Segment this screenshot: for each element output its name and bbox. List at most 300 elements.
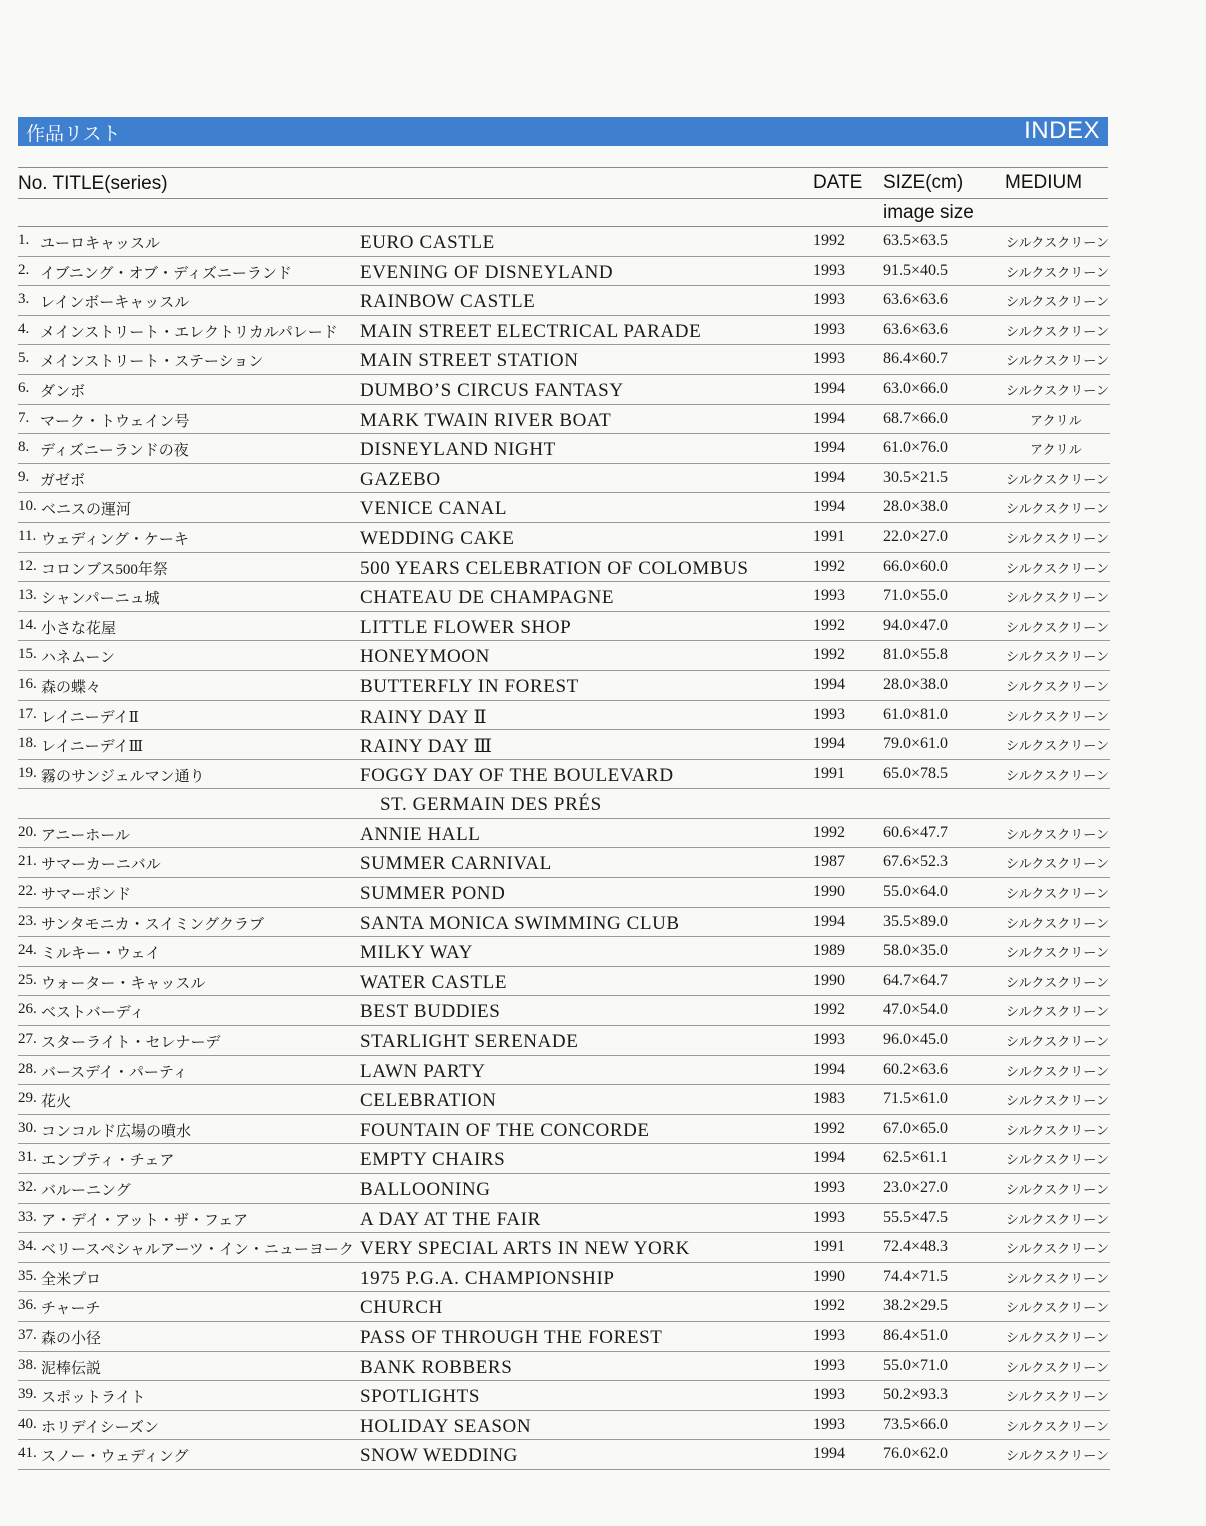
date: 1993 [813, 1031, 845, 1049]
title-en: A DAY AT THE FAIR [360, 1208, 541, 1230]
image-size: 63.0×66.0 [883, 379, 949, 397]
date: 1993 [813, 320, 845, 338]
title-en: RAINY DAY Ⅱ [360, 706, 488, 728]
table-row [18, 848, 1110, 878]
title-jp: 小さな花屋 [41, 620, 117, 637]
image-size: 66.0×60.0 [883, 557, 949, 575]
title-jp: コロンブス500年祭 [41, 561, 168, 578]
title-jp: レイニーデイⅡ [41, 709, 139, 726]
row-number: 27. [18, 1031, 37, 1048]
row-number: 4. [18, 320, 30, 337]
title-jp: ベストバーディ [41, 1005, 145, 1022]
row-number: 15. [18, 646, 37, 663]
date: 1990 [813, 971, 845, 989]
image-size: 35.5×89.0 [883, 912, 949, 930]
medium: シルクスクリーン [1006, 1241, 1110, 1257]
image-size: 67.6×52.3 [883, 853, 949, 871]
table-row [18, 671, 1110, 701]
row-number: 21. [18, 853, 37, 870]
title-jp: バースデイ・パーティ [41, 1064, 188, 1081]
image-size: 71.5×61.0 [883, 1090, 949, 1108]
title-en: CHATEAU DE CHAMPAGNE [360, 587, 615, 609]
medium: シルクスクリーン [1006, 1122, 1110, 1138]
medium: シルクスクリーン [1006, 353, 1110, 369]
table-row [18, 464, 1110, 494]
table-row [18, 345, 1110, 375]
header-mid-rule [18, 198, 1108, 199]
table-row [18, 1322, 1110, 1352]
date: 1994 [813, 912, 845, 930]
date: 1991 [813, 764, 845, 782]
title-en: SNOW WEDDING [360, 1445, 518, 1467]
title-en: PASS OF THROUGH THE FOREST [360, 1326, 663, 1348]
image-size: 55.0×64.0 [883, 883, 949, 901]
image-size: 94.0×47.0 [883, 616, 949, 634]
title-jp: ガゼボ [40, 472, 86, 489]
medium: シルクスクリーン [1006, 590, 1110, 606]
row-number: 13. [18, 587, 37, 604]
image-size: 23.0×27.0 [883, 1179, 949, 1196]
image-size: 63.6×63.6 [883, 320, 949, 338]
medium: シルクスクリーン [1006, 1448, 1110, 1464]
table-row [18, 553, 1110, 583]
table-row [18, 1411, 1110, 1441]
title-jp: サマーカーニバル [41, 857, 161, 874]
image-size: 72.4×48.3 [883, 1238, 949, 1256]
row-number: 18. [18, 735, 37, 752]
title-en: DUMBO’S CIRCUS FANTASY [360, 379, 624, 401]
image-size: 47.0×54.0 [883, 1001, 949, 1019]
title-en: BANK ROBBERS [360, 1356, 513, 1378]
table-row [18, 878, 1110, 908]
title-jp: スターライト・セレナーデ [41, 1035, 221, 1052]
title-jp: ハネムーン [41, 650, 115, 667]
title-jp: 霧のサンジェルマン通り [41, 768, 205, 785]
date: 1993 [813, 350, 845, 368]
medium: シルクスクリーン [1006, 1152, 1110, 1168]
row-number: 11. [18, 527, 37, 544]
title-jp: 森の蝶々 [41, 679, 102, 696]
date: 1992 [813, 557, 845, 575]
table-row [18, 1174, 1110, 1204]
table-row [18, 582, 1110, 612]
table-row [18, 760, 1110, 790]
table-row [18, 730, 1110, 760]
date: 1993 [813, 1208, 845, 1226]
medium: シルクスクリーン [1006, 856, 1110, 872]
medium: シルクスクリーン [1006, 649, 1110, 665]
date: 1993 [813, 291, 845, 309]
title-en: SUMMER CARNIVAL [360, 853, 552, 875]
title-jp: メインストリート・エレクトリカルパレード [40, 324, 338, 341]
table-row [18, 1352, 1110, 1382]
title-en: SANTA MONICA SWIMMING CLUB [360, 912, 680, 934]
date: 1994 [813, 675, 845, 693]
medium: アクリル [1030, 442, 1082, 458]
medium: シルクスクリーン [1006, 1004, 1110, 1020]
title-jp: 全米プロ [41, 1271, 102, 1288]
image-size: 61.0×76.0 [883, 439, 949, 457]
date: 1993 [813, 1179, 845, 1196]
date: 1992 [813, 616, 845, 634]
row-number: 8. [18, 439, 30, 456]
title-en: HOLIDAY SEASON [360, 1415, 532, 1437]
title-en: 500 YEARS CELEBRATION OF COLOMBUS [360, 557, 749, 579]
table-row [18, 641, 1110, 671]
table-row [18, 789, 1110, 819]
image-size: 68.7×66.0 [883, 409, 949, 427]
date: 1994 [813, 379, 845, 397]
date: 1994 [813, 1149, 845, 1167]
image-size: 22.0×27.0 [883, 527, 949, 545]
medium: シルクスクリーン [1006, 264, 1110, 280]
title-jp: スノー・ウェディング [41, 1449, 189, 1466]
image-size: 71.0×55.0 [883, 587, 949, 605]
image-size: 81.0×55.8 [883, 646, 949, 664]
row-number: 32. [18, 1179, 37, 1195]
title-jp: 森の小径 [41, 1330, 102, 1347]
medium: シルクスクリーン [1006, 382, 1110, 398]
image-size: 55.0×71.0 [883, 1356, 949, 1374]
table-row [18, 316, 1110, 346]
medium: シルクスクリーン [1006, 945, 1110, 961]
title-en: ANNIE HALL [360, 823, 481, 845]
row-number: 16. [18, 675, 37, 692]
row-number: 23. [18, 912, 37, 929]
image-size: 64.7×64.7 [883, 971, 949, 989]
row-number: 22. [18, 883, 37, 900]
date: 1992 [813, 823, 845, 841]
title-jp: シャンパーニュ城 [41, 591, 160, 608]
title-en: HONEYMOON [360, 646, 490, 668]
title-jp: ベニスの運河 [41, 502, 132, 519]
date: 1993 [813, 1386, 845, 1404]
row-number: 31. [18, 1149, 37, 1166]
date: 1991 [813, 1238, 845, 1256]
medium: シルクスクリーン [1006, 1034, 1110, 1050]
title-en: CELEBRATION [360, 1090, 497, 1112]
title-jp: ユーロキャッスル [40, 236, 161, 252]
row-number: 35. [18, 1267, 37, 1284]
medium: シルクスクリーン [1006, 530, 1110, 546]
medium: シルクスクリーン [1006, 974, 1110, 990]
medium: シルクスクリーン [1006, 1270, 1110, 1286]
title-en: MILKY WAY [360, 942, 473, 964]
medium: シルクスクリーン [1006, 708, 1110, 724]
image-size: 86.4×60.7 [883, 350, 949, 368]
row-number: 30. [18, 1119, 37, 1136]
image-size: 55.5×47.5 [883, 1208, 949, 1226]
title-en: STARLIGHT SERENADE [360, 1031, 579, 1053]
table-row [18, 523, 1110, 553]
image-size: 65.0×78.5 [883, 764, 949, 782]
image-size: 91.5×40.5 [883, 261, 949, 279]
col-header-medium: MEDIUM [1005, 172, 1083, 193]
title-en: WEDDING CAKE [360, 527, 515, 549]
image-size: 73.5×66.0 [883, 1415, 949, 1433]
title-en: BEST BUDDIES [360, 1001, 501, 1023]
row-number: 24. [18, 942, 37, 959]
image-size: 74.4×71.5 [883, 1267, 949, 1285]
title-en: DISNEYLAND NIGHT [360, 439, 556, 461]
table-row [18, 1204, 1110, 1234]
title-en: BUTTERFLY IN FOREST [360, 675, 579, 697]
row-number: 34. [18, 1238, 37, 1255]
date: 1992 [813, 1297, 845, 1315]
medium: シルクスクリーン [1006, 323, 1110, 339]
date: 1994 [813, 468, 845, 486]
medium: アクリル [1030, 412, 1082, 428]
image-size: 30.5×21.5 [883, 468, 949, 486]
col-header-date: DATE [813, 172, 863, 193]
medium: シルクスクリーン [1006, 915, 1110, 931]
title-en: WATER CASTLE [360, 971, 508, 993]
table-row [18, 1026, 1110, 1056]
date: 1993 [813, 1415, 845, 1433]
title-en: EVENING OF DISNEYLAND [360, 261, 614, 283]
date: 1994 [813, 1445, 845, 1463]
title-en: EMPTY CHAIRS [360, 1149, 506, 1171]
table-row [18, 1056, 1110, 1086]
row-number: 5. [18, 350, 30, 367]
title-jp: チャーチ [41, 1301, 101, 1318]
table-row [18, 1381, 1110, 1411]
table-row [18, 967, 1110, 997]
table-row [18, 701, 1110, 731]
image-size: 76.0×62.0 [883, 1445, 949, 1463]
date: 1993 [813, 587, 845, 605]
row-number: 41. [18, 1445, 37, 1462]
table-row [18, 1233, 1110, 1263]
artwork-table [18, 227, 1110, 1470]
title-en: SUMMER POND [360, 883, 506, 905]
title-en: 1975 P.G.A. CHAMPIONSHIP [360, 1267, 615, 1289]
row-number: 25. [18, 971, 37, 988]
image-size: 60.2×63.6 [883, 1060, 949, 1078]
title-jp: ダンボ [40, 383, 86, 400]
title-jp: スポットライト [41, 1390, 146, 1407]
title-en: BALLOONING [360, 1179, 491, 1200]
image-size: 38.2×29.5 [883, 1297, 949, 1315]
title-jp: イブニング・オブ・ディズニーランド [40, 265, 292, 282]
list-title-jp: 作品リスト [26, 124, 121, 145]
title-en: LAWN PARTY [360, 1060, 486, 1082]
row-number: 1. [18, 232, 30, 248]
title-jp: ア・デイ・アット・ザ・フェア [41, 1212, 249, 1229]
row-number: 38. [18, 1356, 37, 1373]
title-en: EURO CASTLE [360, 232, 495, 253]
title-jp: アニーホール [41, 827, 130, 844]
title-jp: ウォーター・キャッスル [41, 975, 206, 992]
image-size: 63.5×63.5 [883, 232, 949, 249]
header-top-rule [18, 167, 1108, 168]
date: 1989 [813, 942, 845, 960]
image-size: 67.0×65.0 [883, 1119, 949, 1137]
title-jp: レインボーキャッスル [40, 295, 190, 312]
title-jp: ウェディング・ケーキ [41, 531, 189, 548]
title-jp: マーク・トウェイン号 [40, 413, 190, 430]
row-number: 3. [18, 291, 30, 308]
table-row [18, 1263, 1110, 1293]
date: 1994 [813, 498, 845, 516]
row-number: 7. [18, 409, 30, 426]
title-jp: サマーポンド [41, 887, 132, 904]
title-en: GAZEBO [360, 468, 441, 490]
medium: シルクスクリーン [1006, 1389, 1110, 1405]
title-jp: ディズニーランドの夜 [40, 443, 189, 460]
title-en: CHURCH [360, 1297, 443, 1319]
row-number: 29. [18, 1090, 37, 1107]
title-en: MAIN STREET STATION [360, 350, 579, 372]
medium: シルクスクリーン [1006, 767, 1110, 783]
date: 1992 [813, 646, 845, 664]
table-row [18, 1085, 1110, 1115]
table-row [18, 937, 1110, 967]
image-size: 62.5×61.1 [883, 1149, 949, 1167]
title-en: RAINBOW CASTLE [360, 291, 536, 313]
image-size: 28.0×38.0 [883, 675, 949, 693]
row-number: 12. [18, 557, 37, 574]
table-row [18, 996, 1110, 1026]
image-size: 63.6×63.6 [883, 291, 949, 309]
row-number: 36. [18, 1297, 37, 1314]
table-row [18, 1144, 1110, 1174]
image-size: 28.0×38.0 [883, 498, 949, 516]
row-number: 39. [18, 1386, 37, 1403]
title-jp: メインストリート・ステーション [40, 354, 264, 371]
date: 1992 [813, 1119, 845, 1137]
medium: シルクスクリーン [1006, 826, 1110, 842]
image-size: 60.6×47.7 [883, 823, 949, 841]
title-en: VERY SPECIAL ARTS IN NEW YORK [360, 1238, 690, 1260]
row-number: 10. [18, 498, 37, 515]
title-en: MARK TWAIN RIVER BOAT [360, 409, 612, 431]
title-en: VENICE CANAL [360, 498, 508, 520]
date: 1990 [813, 1267, 845, 1285]
title-en: MAIN STREET ELECTRICAL PARADE [360, 320, 702, 342]
medium: シルクスクリーン [1006, 235, 1110, 250]
table-row [18, 405, 1110, 435]
medium: シルクスクリーン [1006, 471, 1110, 487]
title-en: RAINY DAY Ⅲ [360, 736, 493, 758]
medium: シルクスクリーン [1006, 1418, 1110, 1434]
image-size: 58.0×35.0 [883, 942, 949, 960]
date: 1993 [813, 1356, 845, 1374]
row-number: 6. [18, 379, 30, 396]
row-number: 33. [18, 1208, 37, 1225]
image-size: 86.4×51.0 [883, 1326, 949, 1344]
image-size: 96.0×45.0 [883, 1031, 949, 1049]
title-en: SPOTLIGHTS [360, 1386, 481, 1408]
medium: シルクスクリーン [1006, 1329, 1110, 1345]
title-jp: レイニーデイⅢ [41, 739, 144, 756]
row-number: 20. [18, 823, 37, 840]
table-row [18, 286, 1110, 316]
medium: シルクスクリーン [1006, 1093, 1110, 1109]
title-jp: バルーニング [41, 1183, 131, 1199]
title-jp: 泥棒伝説 [41, 1360, 102, 1377]
medium: シルクスクリーン [1006, 560, 1110, 576]
image-size: 50.2×93.3 [883, 1386, 949, 1404]
table-row [18, 1115, 1110, 1145]
image-size: 79.0×61.0 [883, 735, 949, 753]
table-row [18, 612, 1110, 642]
medium: シルクスクリーン [1006, 1063, 1110, 1079]
table-row [18, 1440, 1110, 1470]
date: 1992 [813, 232, 845, 249]
table-row [18, 375, 1110, 405]
col-header-no-title: No. TITLE(series) [18, 173, 168, 194]
index-banner [18, 117, 1108, 146]
title-jp: ミルキー・ウェイ [41, 946, 161, 963]
title-jp: エンプティ・チェア [41, 1153, 175, 1170]
title-jp: コンコルド広場の噴水 [41, 1123, 192, 1140]
date: 1991 [813, 527, 845, 545]
table-row [18, 434, 1110, 464]
title-en: FOUNTAIN OF THE CONCORDE [360, 1119, 650, 1141]
table-row [18, 493, 1110, 523]
date: 1993 [813, 705, 845, 723]
title-jp: 花火 [41, 1094, 72, 1111]
title-jp: ベリースペシャルアーツ・イン・ニューヨーク [41, 1242, 354, 1259]
medium: シルクスクリーン [1006, 886, 1110, 902]
date: 1994 [813, 439, 845, 457]
row-number: 37. [18, 1326, 37, 1343]
col-header-size: SIZE(cm) [883, 172, 964, 193]
medium: シルクスクリーン [1006, 619, 1110, 635]
row-number: 14. [18, 616, 37, 633]
row-number: 26. [18, 1001, 37, 1018]
medium: シルクスクリーン [1006, 1359, 1110, 1375]
date: 1987 [813, 853, 845, 871]
title-en: LITTLE FLOWER SHOP [360, 616, 572, 638]
row-number: 2. [18, 261, 30, 278]
date: 1994 [813, 409, 845, 427]
row-number: 9. [18, 468, 30, 485]
table-row [18, 1292, 1110, 1322]
date: 1983 [813, 1090, 845, 1108]
medium: シルクスクリーン [1006, 1182, 1110, 1197]
index-label: INDEX [1024, 117, 1100, 144]
row-number: 19. [18, 764, 37, 781]
date: 1994 [813, 1060, 845, 1078]
table-row [18, 257, 1110, 287]
row-number: 28. [18, 1060, 37, 1077]
table-row [18, 908, 1110, 938]
title-jp: サンタモニカ・スイミングクラブ [41, 916, 265, 933]
row-number: 17. [18, 705, 37, 722]
table-row [18, 227, 1110, 257]
date: 1993 [813, 1326, 845, 1344]
date: 1992 [813, 1001, 845, 1019]
medium: シルクスクリーン [1006, 1300, 1110, 1316]
date: 1990 [813, 883, 845, 901]
medium: シルクスクリーン [1006, 294, 1110, 310]
date: 1993 [813, 261, 845, 279]
title-en: FOGGY DAY OF THE BOULEVARD [360, 764, 674, 786]
table-row [18, 819, 1110, 849]
image-size: 61.0×81.0 [883, 705, 949, 723]
medium: シルクスクリーン [1006, 1211, 1110, 1227]
col-header-size-sub: image size [883, 202, 974, 223]
medium: シルクスクリーン [1006, 738, 1110, 754]
title-jp: ホリデイシーズン [41, 1419, 159, 1436]
date: 1994 [813, 735, 845, 753]
medium: シルクスクリーン [1006, 501, 1110, 517]
medium: シルクスクリーン [1006, 678, 1110, 694]
title-continuation: ST. GERMAIN DES PRÉS [380, 794, 602, 816]
row-number: 40. [18, 1415, 37, 1432]
